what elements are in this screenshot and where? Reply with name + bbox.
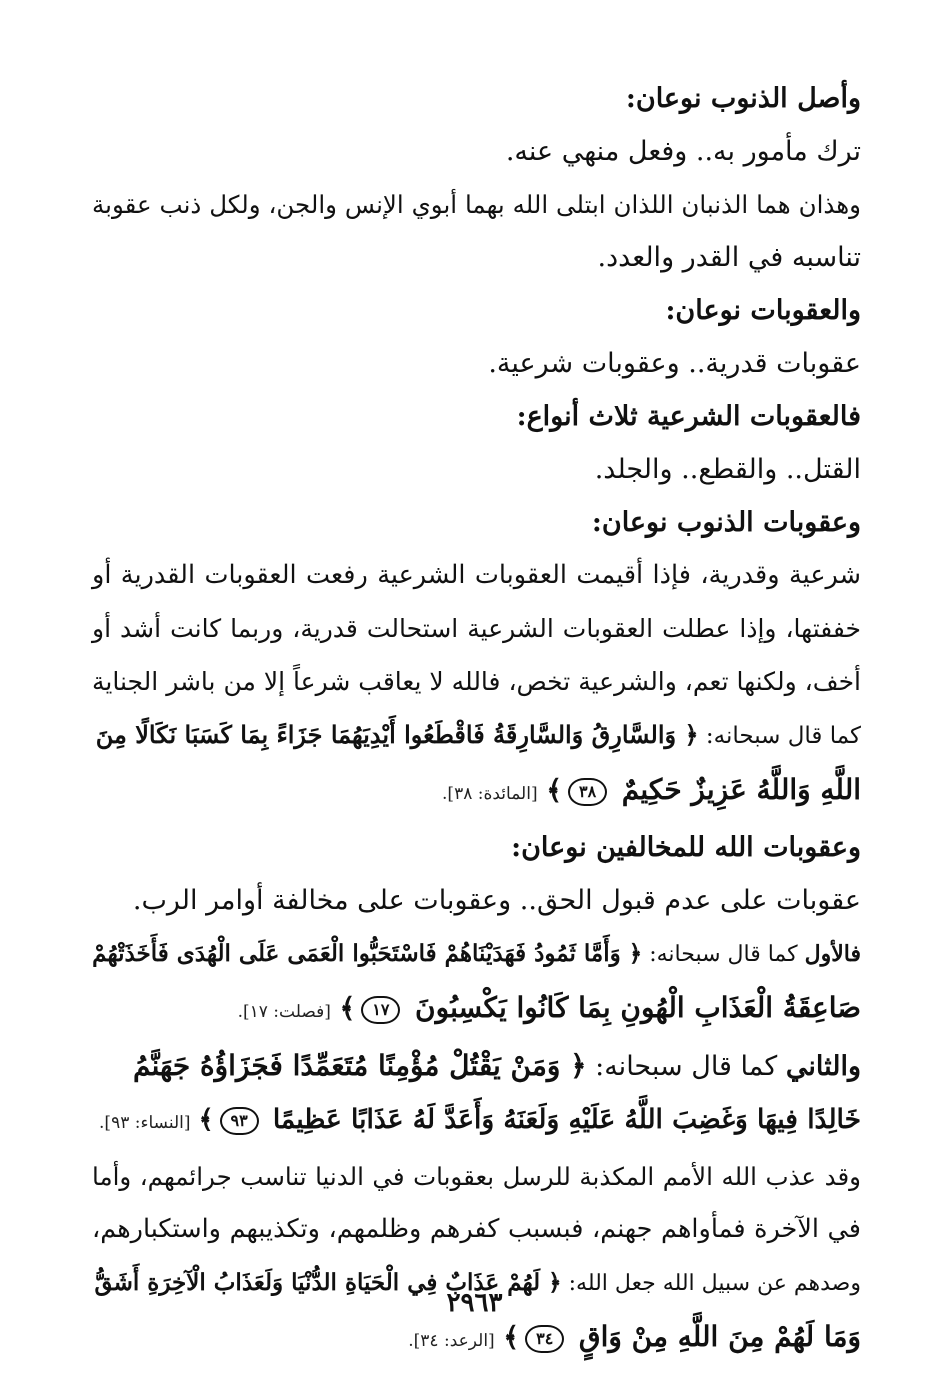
quran-line xyxy=(92,1039,861,1093)
paragraph-line: عقوبات قدرية.. وعقوبات شرعية. xyxy=(488,348,861,379)
ayah-number-marker: ٣٨ xyxy=(568,778,607,806)
quran-verse-text: وَمَا لَهُمْ مِنَ اللَّهِ مِنْ وَاقٍ xyxy=(578,1320,861,1353)
paragraph-line: في الآخرة فمأواهم جهنم، فبسبب كفرهم وظلمهم، وتكذيبهم واستكبارهم، xyxy=(92,1214,861,1244)
quran-verse-text: ﴿ وَالسَّارِقُ وَالسَّارِقَةُ فَاقْطَعُوا أَيْدِيَهُمَا جَزَاءً بِمَا كَسَبَا نَكَالًا مِنَ xyxy=(95,720,699,749)
heading-sins-types: وأصل الذنوب نوعان: xyxy=(625,83,861,114)
line-lead-text: كما قال سبحانه: xyxy=(649,942,798,967)
line-lead-text: كما قال سبحانه: xyxy=(705,723,861,749)
heading-sin-punishments: وعقوبات الذنوب نوعان: xyxy=(591,507,861,538)
quran-line xyxy=(92,763,861,821)
quran-verse-text: ﴿ وَأَمَّا ثَمُودُ فَهَدَيْنَاهُمْ فَاسْتَحَبُّوا الْعَمَى عَلَى الْهُدَى فَأَخَذَتْهُمْ xyxy=(92,940,643,967)
ayah-number-marker: ١٧ xyxy=(361,996,400,1024)
quran-verse-text: خَالِدًا فِيهَا وَغَضِبَ اللَّهُ عَلَيْهِ وَلَعَنَهُ وَأَعَدَّ لَهُ عَذَابًا عَظِيمًا xyxy=(272,1104,861,1135)
paragraph-line: عقوبات على عدم قبول الحق.. وعقوبات على مخالفة أوامر الرب. xyxy=(132,885,861,916)
paragraph-line: خففتها، وإذا عطلت العقوبات الشرعية استحالت قدرية، وربما كانت أشد أو xyxy=(92,614,861,643)
ayah-number-marker: ٣٤ xyxy=(525,1325,564,1353)
quran-line xyxy=(92,1093,861,1150)
quran-reference: [الرعد: ٣٤]. xyxy=(408,1331,495,1351)
quran-reference: [فصلت: ١٧]. xyxy=(237,1002,331,1022)
quran-close-bracket: ﴾ xyxy=(503,1322,520,1353)
quran-line xyxy=(92,927,861,981)
paragraph-line: تناسبه في القدر والعدد. xyxy=(597,242,861,273)
paragraph-line: وقد عذب الله الأمم المكذبة للرسل بعقوبات في الدنيا تناسب جرائمهم، وأما xyxy=(92,1162,861,1191)
heading-legal-punishments: فالعقوبات الشرعية ثلاث أنواع: xyxy=(516,401,861,432)
paragraph-line: أخف، ولكنها تعم، والشرعية تخص، فالله لا يعاقب شرعاً إلا من باشر الجناية xyxy=(92,667,861,696)
quran-verse-text: ﴿ وَمَنْ يَقْتُلْ مُؤْمِنًا مُتَعَمِّدًا فَجَزَاؤُهُ جَهَنَّمُ xyxy=(132,1049,587,1082)
paragraph-line: شرعية وقدرية، فإذا أقيمت العقوبات الشرعية رفعت العقوبات القدرية أو xyxy=(92,560,861,590)
line-lead-text: وصدهم عن سبيل الله جعل الله: xyxy=(568,1271,861,1296)
paragraph-line: القتل.. والقطع.. والجلد. xyxy=(594,454,861,485)
quran-reference: [المائدة: ٣٨]. xyxy=(442,784,538,804)
ayah-number-marker: ٩٣ xyxy=(220,1107,259,1135)
quran-verse-text: ﴿ لَهُمْ عَذَابٌ فِي الْحَيَاةِ الدُّنْيَا وَلَعَذَابُ الْآخِرَةِ أَشَقُّ xyxy=(94,1269,562,1296)
line-lead-bold: فالأول xyxy=(804,941,861,967)
quran-close-bracket: ﴾ xyxy=(546,775,563,806)
quran-line xyxy=(92,981,861,1039)
paragraph-line: ترك مأمور به.. وفعل منهي عنه. xyxy=(505,136,861,167)
heading-punishments-of-god: وعقوبات الله للمخالفين نوعان: xyxy=(511,832,861,863)
line-lead-text: كما قال سبحانه: xyxy=(595,1051,778,1082)
quran-reference: [النساء: ٩٣]. xyxy=(99,1113,191,1133)
heading-punishment-types: والعقوبات نوعان: xyxy=(665,295,861,326)
line-lead-bold: والثاني xyxy=(785,1051,861,1082)
page-number: ٢٩٦٣ xyxy=(446,1288,503,1318)
quran-verse-text: صَاعِقَةُ الْعَذَابِ الْهُونِ بِمَا كَانُوا يَكْسِبُونَ xyxy=(415,991,861,1024)
quran-close-bracket: ﴾ xyxy=(339,993,356,1024)
quran-close-bracket: ﴾ xyxy=(198,1105,214,1135)
quran-line xyxy=(92,1310,861,1368)
quran-line xyxy=(92,708,861,763)
paragraph-line: وهذان هما الذنبان اللذان ابتلى الله بهما أبوي الإنس والجن، ولكل ذنب عقوبة xyxy=(92,190,861,219)
quran-verse-text: اللَّهِ وَاللَّهُ عَزِيزٌ حَكِيمٌ xyxy=(621,773,861,806)
